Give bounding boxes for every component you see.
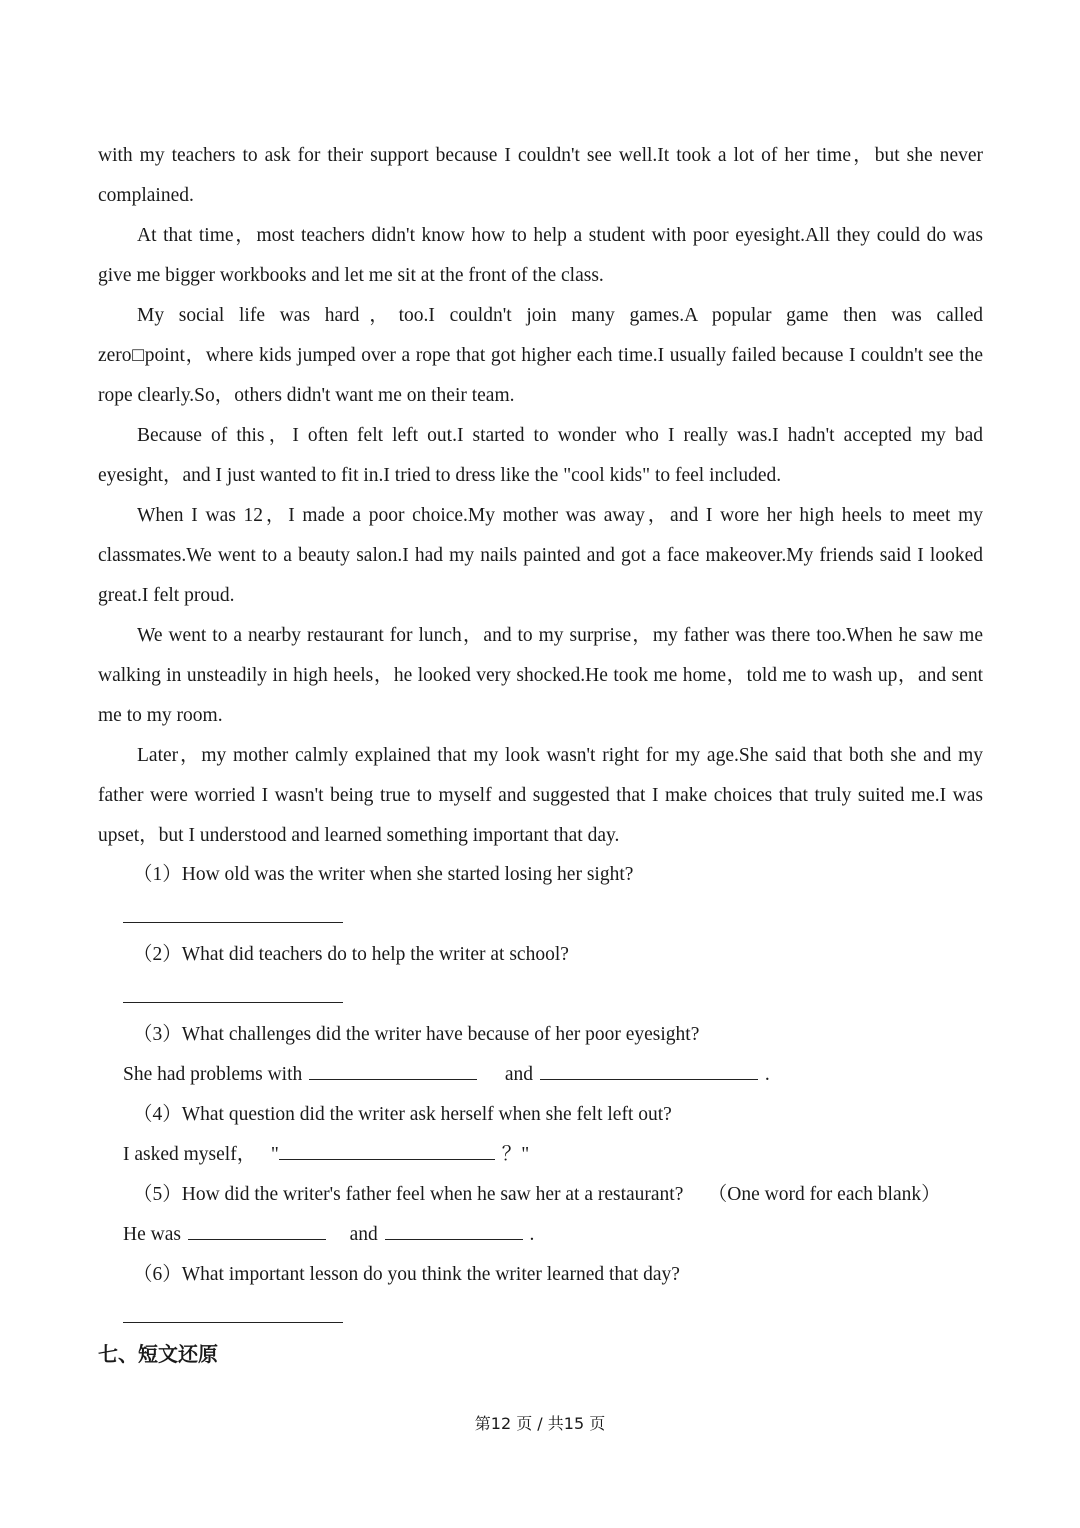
answer-blank-3b[interactable] — [540, 1057, 758, 1080]
answer-blank-5b[interactable] — [385, 1217, 523, 1240]
question-1: （1）How old was the writer when she started losing her sight? — [133, 864, 634, 885]
answer-line-4 — [123, 1135, 983, 1175]
answer-blank-5a[interactable] — [188, 1217, 326, 1240]
answer-blank-1[interactable] — [123, 922, 343, 923]
answer-end: ？" — [501, 1144, 530, 1165]
passage-line: complained. — [98, 185, 194, 206]
passage-line: Because of this，I often felt left out.I started to wonder who I really was.I hadn't accepted my bad — [137, 425, 983, 446]
passage-line: great.I felt proud. — [98, 585, 235, 606]
passage-line: me to my room. — [98, 705, 223, 726]
answer-prefix: I asked myself， " — [123, 1144, 279, 1165]
passage-line: walking in unsteadily in high heels，he looked very shocked.He took me home，told me to wash up，and sent — [98, 665, 983, 686]
passage-line: At that time，most teachers didn't know how to help a student with poor eyesight.All they could do was — [137, 225, 983, 246]
question-5: （5）How did the writer's father feel when he saw her at a restaurant? （One word for each blank） — [133, 1184, 941, 1205]
passage-line: give me bigger workbooks and let me sit at the front of the class. — [98, 265, 604, 286]
passage-line: classmates.We went to a beauty salon.I had my nails painted and got a face makeover.My friends said I looked — [98, 545, 983, 566]
passage-line: upset，but I understood and learned something important that day. — [98, 825, 620, 846]
question-6: （6）What important lesson do you think the writer learned that day? — [133, 1264, 680, 1285]
passage-line: We went to a nearby restaurant for lunch，and to my surprise，my father was there too.When he saw me — [137, 625, 983, 646]
answer-blank-6[interactable] — [123, 1322, 343, 1323]
answer-blank-4[interactable] — [279, 1137, 495, 1160]
question-3: （3）What challenges did the writer have because of her poor eyesight? — [133, 1024, 700, 1045]
answer-line-3 — [123, 1055, 983, 1095]
answer-end: . — [764, 1064, 770, 1085]
passage-line: zero□point，where kids jumped over a rope that got higher each time.I usually failed because I couldn't see the — [98, 345, 983, 366]
section-title: 七、短文还原 — [98, 1342, 218, 1366]
answer-prefix: She had problems with — [123, 1064, 303, 1085]
passage-line: When I was 12，I made a poor choice.My mother was away，and I wore her high heels to meet my — [137, 505, 983, 526]
answer-end: . — [529, 1224, 535, 1245]
answer-line-5 — [123, 1215, 983, 1255]
question-4: （4）What question did the writer ask herself when she felt left out? — [133, 1104, 672, 1125]
passage-line: Later，my mother calmly explained that my look wasn't right for my age.She said that both she and my — [137, 745, 983, 766]
passage-line: eyesight，and I just wanted to fit in.I tried to dress like the "cool kids" to feel included. — [98, 465, 782, 486]
passage-line: with my teachers to ask for their support because I couldn't see well.It took a lot of her time，but she never — [98, 145, 983, 166]
answer-blank-3a[interactable] — [309, 1057, 477, 1080]
question-2: （2）What did teachers do to help the writer at school? — [133, 944, 569, 965]
passage-line: father were worried I wasn't being true to myself and suggested that I make choices that truly suited me.I was — [98, 785, 983, 806]
answer-blank-2[interactable] — [123, 1002, 343, 1003]
passage-line: rope clearly.So，others didn't want me on their team. — [98, 385, 515, 406]
passage-line: My social life was hard，too.I couldn't join many games.A popular game then was called — [137, 305, 983, 326]
page-footer: 第12 页 / 共15 页 — [474, 1414, 606, 1433]
answer-connector: and — [504, 1064, 534, 1085]
answer-connector: and — [349, 1224, 378, 1245]
answer-prefix: He was — [123, 1224, 181, 1245]
